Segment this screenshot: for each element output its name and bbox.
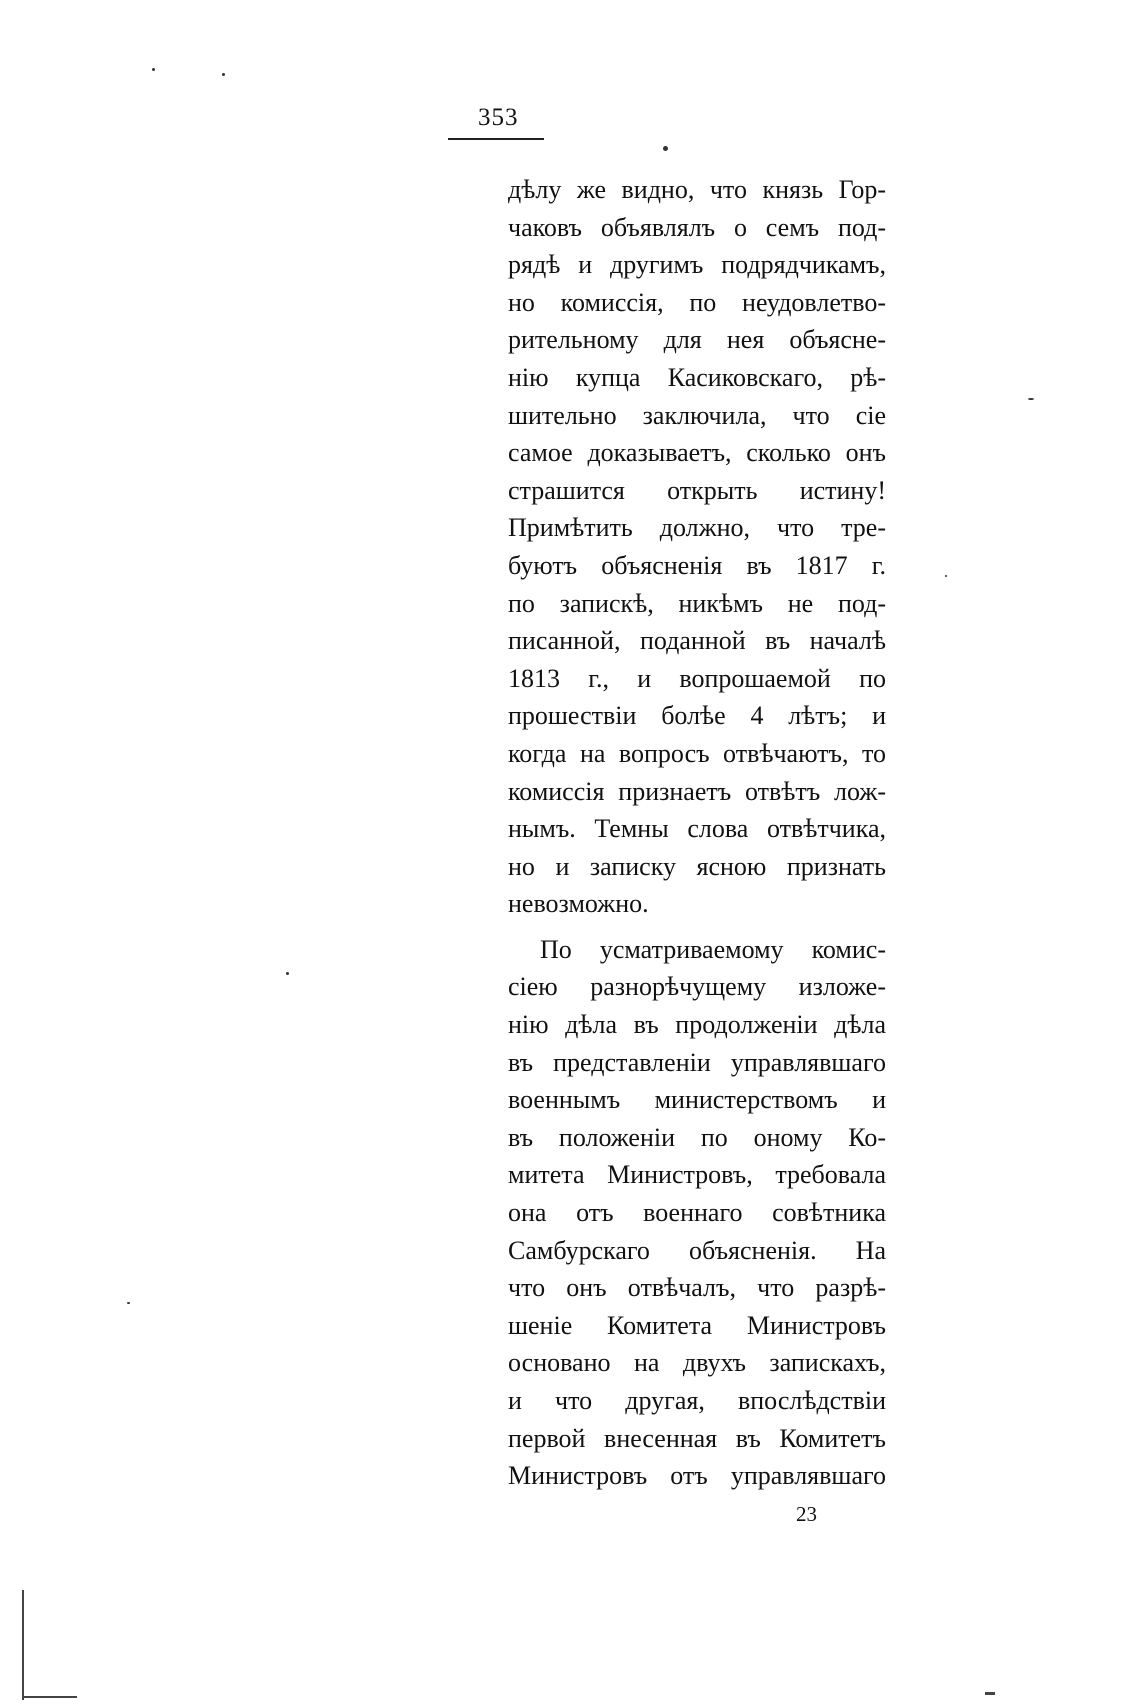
text-line: самое доказываетъ, сколько онъ — [508, 438, 886, 468]
text-line: рядѣ и другимъ подрядчикамъ, — [508, 250, 886, 280]
text-line: По усматриваемому комис- — [540, 934, 886, 964]
text-line: писанной, поданной въ началѣ — [508, 626, 886, 656]
signature-mark: 23 — [796, 1502, 817, 1526]
text-line: шительно заключила, что сіе — [508, 400, 886, 430]
text-line: нію купца Касиковскаго, рѣ- — [508, 362, 886, 392]
text-line: шеніе Комитета Министровъ — [508, 1310, 886, 1340]
text-line: дѣлу же видно, что князь Гор- — [508, 175, 886, 204]
scan-speck — [945, 575, 947, 577]
text-line: первой внесенная въ Комитетъ — [508, 1423, 886, 1453]
text-line: страшится открыть истину! — [508, 475, 886, 505]
text-line: и что другая, впослѣдствіи — [508, 1386, 886, 1415]
scan-edge-mark — [22, 1696, 77, 1698]
text-line: въ представленіи управлявшаго — [508, 1047, 886, 1077]
text-line: въ положеніи по оному Ко- — [508, 1122, 886, 1152]
scan-speck — [663, 146, 668, 151]
text-line: чаковъ объявлялъ о семъ под- — [508, 212, 886, 242]
scan-edge-mark — [22, 1590, 24, 1700]
text-line: по запискѣ, никѣмъ не под- — [508, 588, 886, 618]
text-line: невозможно. — [508, 889, 649, 919]
text-line: прошествіи болѣе 4 лѣтъ; и — [508, 701, 886, 731]
paragraph-1 — [508, 171, 886, 923]
text-line: комиссія признаетъ отвѣтъ лож- — [508, 776, 886, 806]
text-line: Самбурскаго объясненія. На — [508, 1235, 886, 1265]
text-line: нію дѣла въ продолженіи дѣла — [508, 1010, 886, 1040]
text-line: рительному для нея объясне- — [508, 325, 886, 355]
scan-speck — [152, 68, 155, 71]
text-line: Министровъ отъ управлявшаго — [508, 1461, 886, 1491]
scan-speck — [127, 1302, 130, 1304]
text-line: митета Министровъ, требовала — [508, 1160, 886, 1190]
text-line: нымъ. Темны слова отвѣтчика, — [508, 814, 886, 844]
text-line: но комиссія, по неудовлетво- — [508, 287, 886, 317]
text-line: когда на вопросъ отвѣчаютъ, то — [508, 738, 886, 768]
paragraph-2 — [508, 931, 886, 1495]
text-line: но и записку ясною признать — [508, 851, 886, 881]
text-line: основано на двухъ запискахъ, — [508, 1348, 886, 1378]
text-line: сіею разнорѣчущему изложе- — [508, 972, 886, 1002]
text-line: буютъ объясненія въ 1817 г. — [508, 550, 886, 580]
paragraph-gap — [508, 923, 886, 931]
text-line: Примѣтить должно, что тре- — [508, 513, 886, 543]
scan-speck — [1028, 398, 1034, 400]
text-line: она отъ военнаго совѣтника — [508, 1198, 886, 1228]
page-number: 353 — [478, 104, 519, 131]
text-line: военнымъ министерствомъ и — [508, 1085, 886, 1115]
text-line: что онъ отвѣчалъ, что разрѣ- — [508, 1273, 886, 1303]
scan-speck — [286, 972, 289, 975]
text-line: 1813 г., и вопрошаемой по — [508, 663, 886, 693]
scan-speck — [222, 73, 225, 76]
page-number-rule — [448, 138, 544, 140]
body-text — [508, 171, 886, 1495]
scan-edge-mark — [985, 1692, 995, 1695]
